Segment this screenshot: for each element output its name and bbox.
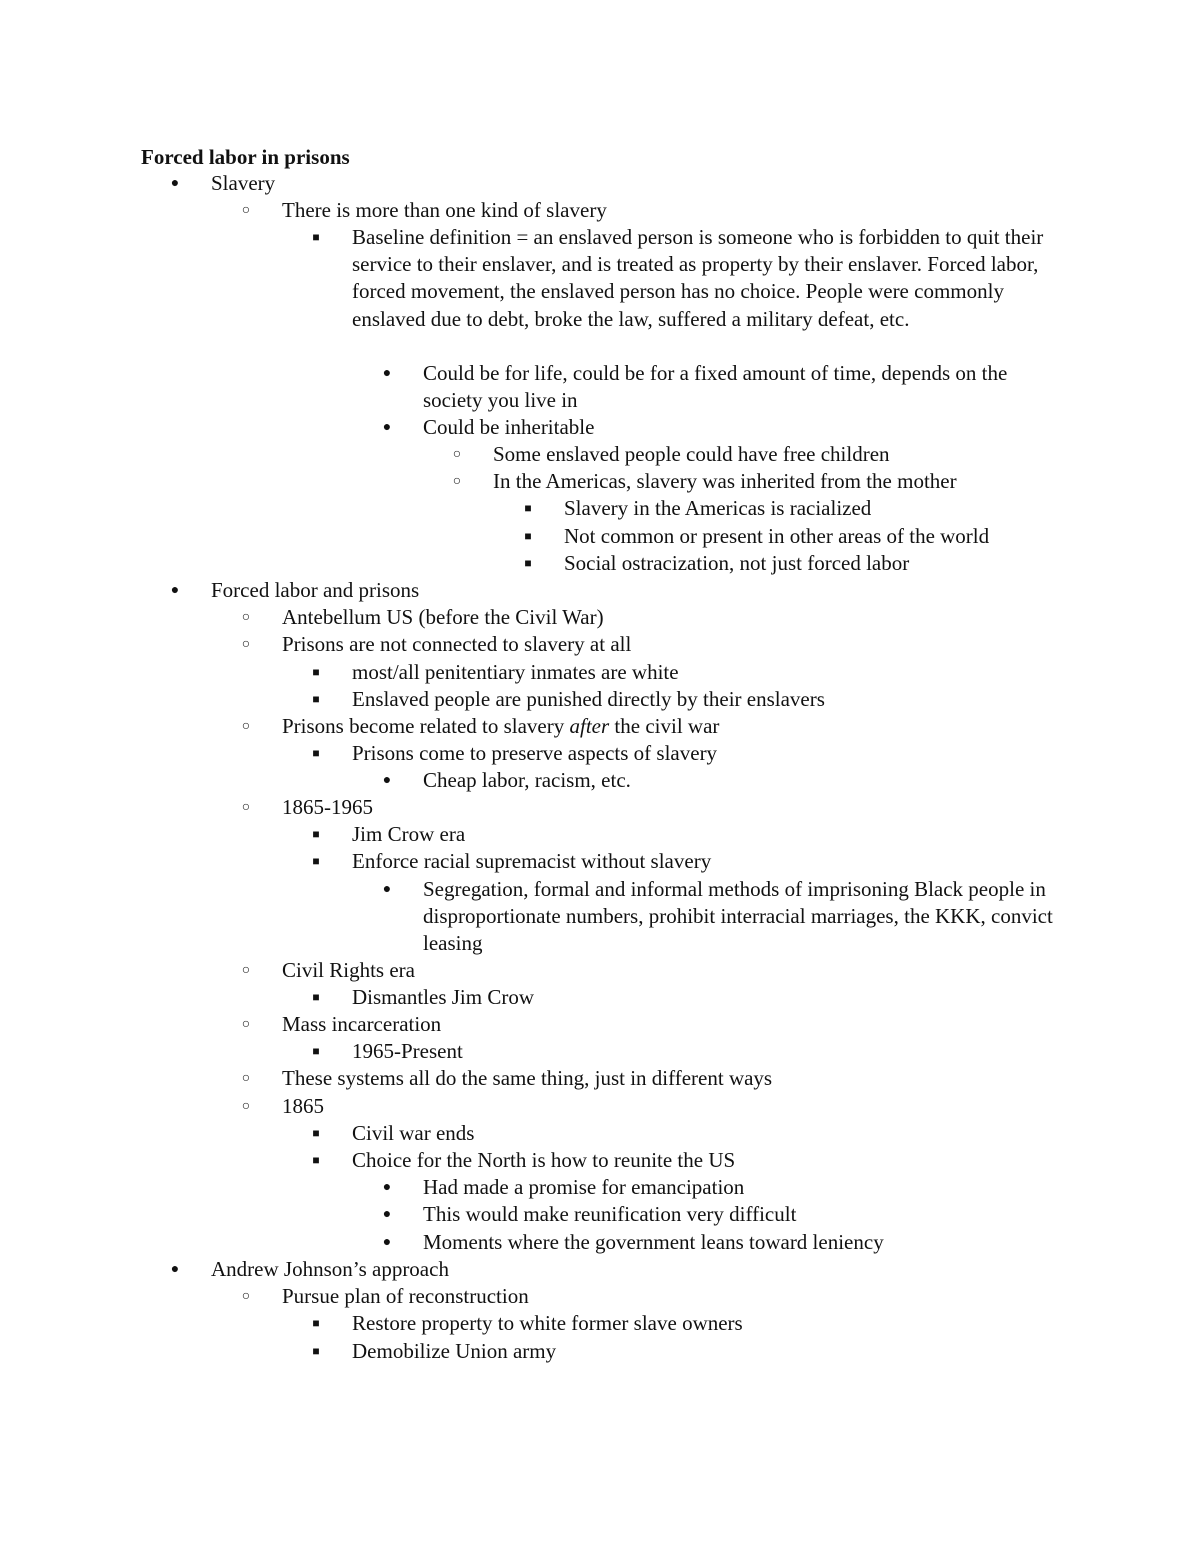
outline-item bbox=[170, 1256, 1061, 1283]
outline-text: Cheap labor, racism, etc. bbox=[423, 768, 631, 792]
circle-bullet-icon: ○ bbox=[241, 719, 251, 734]
square-bullet-icon: ■ bbox=[312, 1316, 320, 1330]
outline-text: Not common or present in other areas of the world bbox=[564, 524, 990, 548]
outline-text: Could be inheritable bbox=[423, 415, 595, 439]
outline-item bbox=[524, 550, 1084, 577]
outline-item bbox=[382, 876, 1063, 958]
outline-text: Segregation, formal and informal methods of imprisoning Black people in disproportionate numbers, prohibit interracial marriages, the KKK, convict leasing bbox=[423, 877, 1053, 956]
outline-item bbox=[241, 794, 1062, 821]
outline-text: Slavery in the Americas is racialized bbox=[564, 496, 872, 520]
outline-text: 1965-Present bbox=[352, 1039, 463, 1063]
disc-bullet-icon: ● bbox=[382, 420, 392, 435]
outline-text: Moments where the government leans toward leniency bbox=[423, 1230, 884, 1254]
outline-text: Slavery bbox=[211, 171, 276, 195]
outline-item bbox=[170, 170, 1061, 197]
outline-text: Mass incarceration bbox=[282, 1012, 442, 1036]
outline-text: In the Americas, slavery was inherited from the mother bbox=[493, 469, 957, 493]
disc-bullet-icon: ● bbox=[382, 366, 392, 381]
circle-bullet-icon: ○ bbox=[452, 447, 462, 462]
disc-bullet-icon: ● bbox=[170, 583, 180, 598]
square-bullet-icon: ■ bbox=[524, 529, 532, 543]
outline-text: 1865 bbox=[282, 1094, 324, 1118]
outline-item bbox=[382, 1174, 1063, 1201]
outline-text: Civil Rights era bbox=[282, 958, 415, 982]
square-bullet-icon: ■ bbox=[312, 692, 320, 706]
outline-item bbox=[312, 686, 1052, 713]
outline-item bbox=[312, 1147, 1052, 1174]
outline-item bbox=[241, 197, 1062, 224]
disc-bullet-icon: ● bbox=[382, 882, 392, 897]
disc-bullet-icon: ● bbox=[382, 1180, 392, 1195]
text-run: the civil war bbox=[609, 714, 720, 738]
outline-item bbox=[312, 659, 1052, 686]
outline-text: Choice for the North is how to reunite the US bbox=[352, 1148, 736, 1172]
circle-bullet-icon: ○ bbox=[241, 1071, 251, 1086]
outline-text: Prisons are not connected to slavery at all bbox=[282, 632, 632, 656]
outline-text: Prisons come to preserve aspects of slavery bbox=[352, 741, 718, 765]
outline-item bbox=[312, 821, 1052, 848]
square-bullet-icon: ■ bbox=[312, 1344, 320, 1358]
outline-text: Enforce racial supremacist without slavery bbox=[352, 849, 712, 873]
outline-item bbox=[241, 604, 1062, 631]
outline-text: 1865-1965 bbox=[282, 795, 373, 819]
circle-bullet-icon: ○ bbox=[241, 203, 251, 218]
circle-bullet-icon: ○ bbox=[452, 474, 462, 489]
outline-item bbox=[241, 631, 1062, 658]
outline-text: Antebellum US (before the Civil War) bbox=[282, 605, 604, 629]
circle-bullet-icon: ○ bbox=[241, 1017, 251, 1032]
circle-bullet-icon: ○ bbox=[241, 1099, 251, 1114]
text-run: Prisons become related to slavery bbox=[282, 714, 570, 738]
outline-text: Dismantles Jim Crow bbox=[352, 985, 534, 1009]
outline-item bbox=[241, 1093, 1062, 1120]
square-bullet-icon: ■ bbox=[312, 827, 320, 841]
document-title: Forced labor in prisons bbox=[141, 145, 350, 169]
outline-text: Enslaved people are punished directly by their enslavers bbox=[352, 687, 825, 711]
circle-bullet-icon: ○ bbox=[241, 800, 251, 815]
outline-text bbox=[282, 713, 1062, 740]
circle-bullet-icon: ○ bbox=[241, 637, 251, 652]
square-bullet-icon: ■ bbox=[524, 556, 532, 570]
outline-item bbox=[312, 1038, 1052, 1065]
outline-text: There is more than one kind of slavery bbox=[282, 198, 607, 222]
outline-item bbox=[524, 523, 1084, 550]
disc-bullet-icon: ● bbox=[382, 1235, 392, 1250]
outline-text: Pursue plan of reconstruction bbox=[282, 1284, 529, 1308]
outline-text: Could be for life, could be for a fixed amount of time, depends on the society you live in bbox=[423, 361, 1008, 413]
outline-item bbox=[452, 468, 1073, 495]
square-bullet-icon: ■ bbox=[312, 746, 320, 760]
outline-item bbox=[382, 360, 1063, 414]
outline-item bbox=[170, 577, 1061, 604]
outline-item bbox=[452, 441, 1073, 468]
outline-item bbox=[241, 1065, 1062, 1092]
outline-text: Civil war ends bbox=[352, 1121, 475, 1145]
outline-text: Had made a promise for emancipation bbox=[423, 1175, 745, 1199]
disc-bullet-icon: ● bbox=[382, 1207, 392, 1222]
outline-text: This would make reunification very difficult bbox=[423, 1202, 797, 1226]
outline-item bbox=[241, 1011, 1062, 1038]
square-bullet-icon: ■ bbox=[312, 1153, 320, 1167]
outline-item bbox=[312, 848, 1052, 875]
square-bullet-icon: ■ bbox=[312, 230, 320, 244]
outline-item bbox=[382, 1201, 1063, 1228]
square-bullet-icon: ■ bbox=[312, 990, 320, 1004]
outline-item bbox=[382, 1229, 1063, 1256]
disc-bullet-icon: ● bbox=[170, 1262, 180, 1277]
square-bullet-icon: ■ bbox=[312, 854, 320, 868]
outline-text: Restore property to white former slave owners bbox=[352, 1311, 743, 1335]
square-bullet-icon: ■ bbox=[524, 501, 532, 515]
circle-bullet-icon: ○ bbox=[241, 963, 251, 978]
outline-text: Forced labor and prisons bbox=[211, 578, 420, 602]
disc-bullet-icon: ● bbox=[170, 176, 180, 191]
disc-bullet-icon: ● bbox=[382, 773, 392, 788]
outline-item bbox=[524, 495, 1084, 522]
outline-text: Demobilize Union army bbox=[352, 1339, 557, 1363]
italic-text: after bbox=[569, 714, 610, 738]
outline-item bbox=[312, 1120, 1052, 1147]
outline-item bbox=[312, 1310, 1052, 1337]
outline-text: Jim Crow era bbox=[352, 822, 466, 846]
outline-item bbox=[312, 740, 1052, 767]
outline-item bbox=[241, 713, 1062, 740]
outline-item bbox=[382, 767, 1063, 794]
outline-item bbox=[312, 224, 1052, 333]
circle-bullet-icon: ○ bbox=[241, 610, 251, 625]
outline-item bbox=[312, 984, 1052, 1011]
outline-text: Baseline definition = an enslaved person is someone who is forbidden to quit their service to their enslaver, and is treated as property by their enslaver. Forced labor, forced movement, the enslaved person has no choice. People were commonly enslaved due to debt, broke the law, suffered a military defeat, etc. bbox=[352, 225, 1044, 331]
outline-item bbox=[241, 1283, 1062, 1310]
outline-item bbox=[312, 1338, 1052, 1365]
outline-text: Social ostracization, not just forced labor bbox=[564, 551, 910, 575]
square-bullet-icon: ■ bbox=[312, 1126, 320, 1140]
square-bullet-icon: ■ bbox=[312, 665, 320, 679]
outline-text: These systems all do the same thing, just in different ways bbox=[282, 1066, 773, 1090]
square-bullet-icon: ■ bbox=[312, 1044, 320, 1058]
outline-text: most/all penitentiary inmates are white bbox=[352, 660, 679, 684]
outline-item bbox=[382, 414, 1063, 441]
outline-text: Andrew Johnson’s approach bbox=[211, 1257, 449, 1281]
outline-item bbox=[241, 957, 1062, 984]
outline-text: Some enslaved people could have free children bbox=[493, 442, 890, 466]
circle-bullet-icon: ○ bbox=[241, 1289, 251, 1304]
